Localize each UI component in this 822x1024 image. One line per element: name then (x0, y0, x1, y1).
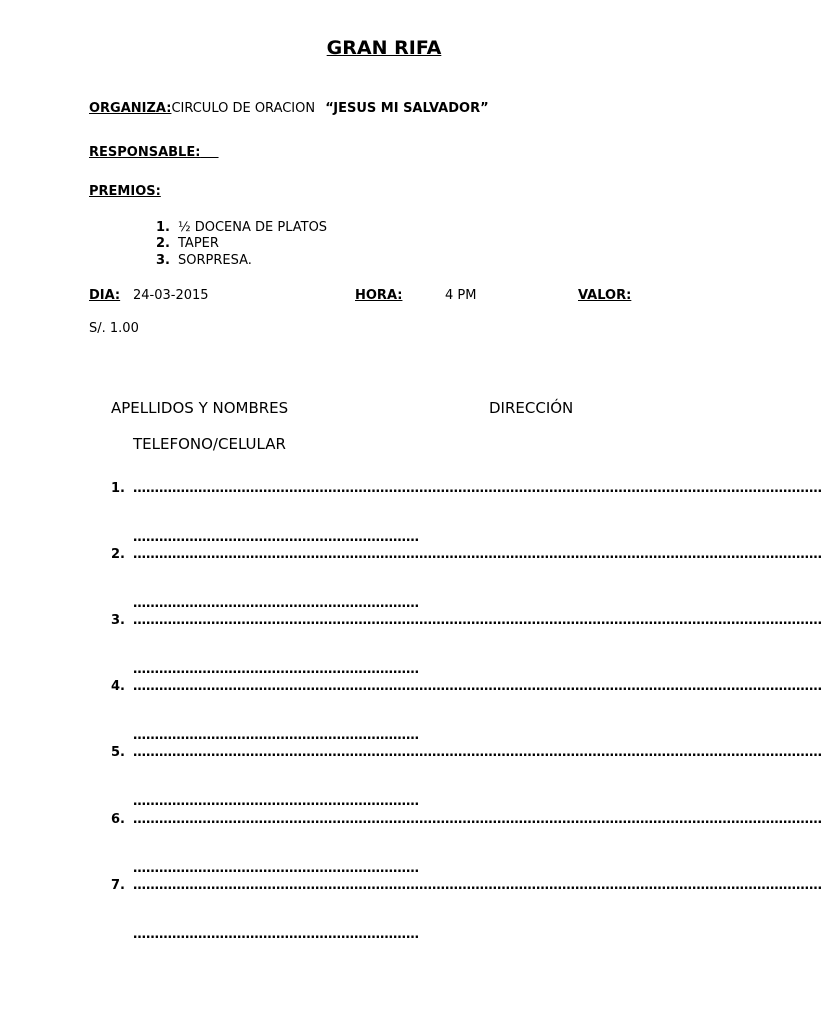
row-number: 7. (111, 878, 125, 893)
dia-value: 24-03-2015 (133, 288, 209, 303)
hora-label: HORA: (355, 288, 403, 303)
premio-item-3: SORPRESA. (178, 253, 252, 268)
row-fill-line: …………………………………………………………………………………………………………………………………………… (133, 547, 822, 562)
row-fill-line: …………………………………………………………………………………………………………………………………………… (133, 613, 822, 628)
premio-num-2: 2. (156, 236, 170, 251)
premio-num-3: 3. (156, 253, 170, 268)
row-phone-line: ………………………………………………………… (133, 596, 419, 611)
row-phone-line: ………………………………………………………… (133, 530, 419, 545)
col-phone-heading: TELEFONO/CELULAR (133, 435, 286, 453)
row-number: 1. (111, 481, 125, 496)
row-phone-line: ………………………………………………………… (133, 861, 419, 876)
row-phone-line: ………………………………………………………… (133, 728, 419, 743)
row-number: 4. (111, 679, 125, 694)
valor-label: VALOR: (578, 288, 632, 303)
hora-value: 4 PM (445, 288, 477, 303)
col-names-heading: APELLIDOS Y NOMBRES (111, 399, 289, 417)
premios-label: PREMIOS: (89, 184, 161, 199)
organiza-label: ORGANIZA: (89, 101, 172, 116)
organiza-quote: “JESUS MI SALVADOR” (325, 101, 489, 116)
page-title: GRAN RIFA (326, 37, 442, 59)
premio-item-1: ½ DOCENA DE PLATOS (178, 220, 328, 235)
row-phone-line: ………………………………………………………… (133, 794, 419, 809)
premio-num-1: 1. (156, 220, 170, 235)
premio-item-2: TAPER (178, 236, 219, 251)
row-number: 2. (111, 547, 125, 562)
row-phone-line: ………………………………………………………… (133, 662, 419, 677)
row-number: 5. (111, 745, 125, 760)
dia-label: DIA: (89, 288, 121, 303)
valor-value: S/. 1.00 (89, 321, 139, 336)
col-address-heading: DIRECCIÓN (489, 399, 574, 417)
row-number: 3. (111, 613, 125, 628)
row-phone-line: ………………………………………………………… (133, 927, 419, 942)
organiza-line (89, 97, 489, 116)
row-fill-line: …………………………………………………………………………………………………………………………………………… (133, 481, 822, 496)
row-fill-line: …………………………………………………………………………………………………………………………………………… (133, 679, 822, 694)
responsable-label: RESPONSABLE: (89, 145, 201, 160)
organiza-value: CIRCULO DE ORACION (171, 101, 316, 116)
responsable-line (89, 141, 219, 160)
row-number: 6. (111, 812, 125, 827)
row-fill-line: …………………………………………………………………………………………………………………………………………… (133, 745, 822, 760)
row-fill-line: …………………………………………………………………………………………………………………………………………… (133, 878, 822, 893)
row-fill-line: …………………………………………………………………………………………………………………………………………… (133, 812, 822, 827)
